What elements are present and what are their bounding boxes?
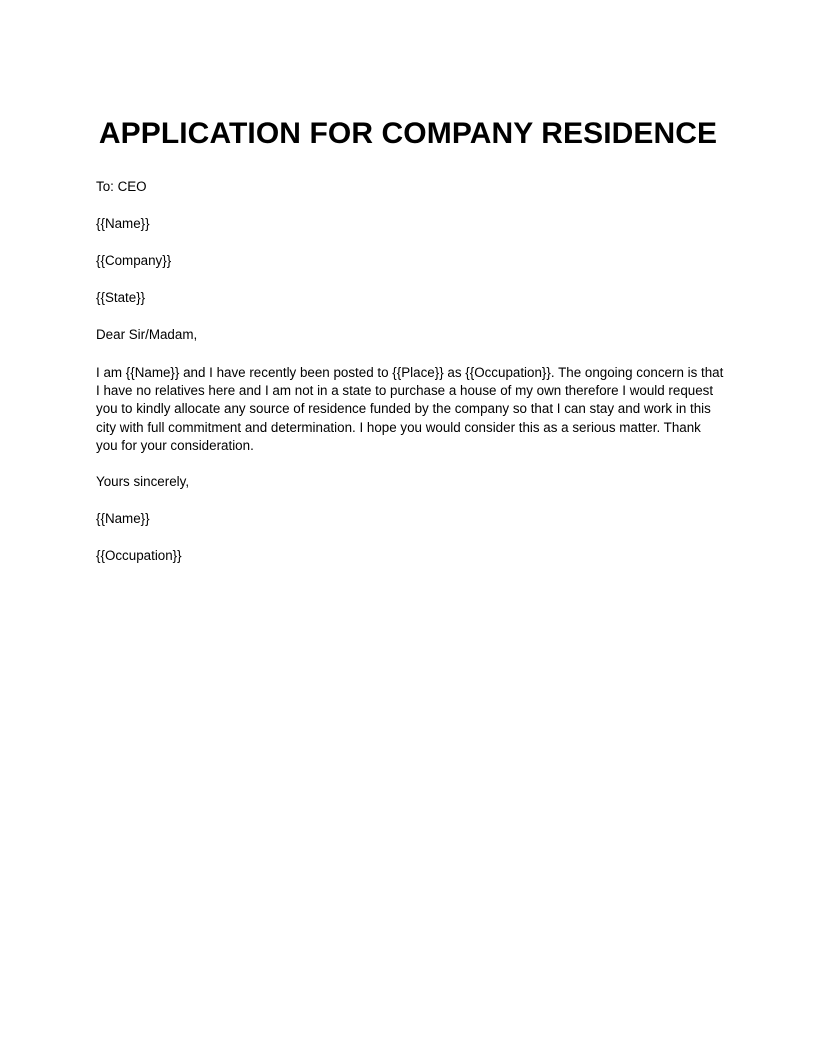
- recipient-line: To: CEO: [96, 179, 147, 194]
- recipient-name: {{Name}}: [96, 216, 150, 231]
- recipient-company: {{Company}}: [96, 253, 172, 268]
- letter-body: [96, 364, 726, 455]
- closing: Yours sincerely,: [96, 474, 190, 489]
- document-title: APPLICATION FOR COMPANY RESIDENCE: [98, 117, 718, 150]
- salutation: Dear Sir/Madam,: [96, 327, 198, 342]
- body-line: I am {{Name}} and I have recently been posted to {{Place}} as {{Occupation}}. The ongoing concern is that: [96, 365, 724, 380]
- body-line: you to kindly allocate any source of residence funded by the company so that I can stay and work in this: [96, 401, 711, 417]
- recipient-state: {{State}}: [96, 290, 146, 305]
- signature-occupation: {{Occupation}}: [96, 548, 182, 563]
- signature-name: {{Name}}: [96, 511, 150, 526]
- body-line: I have no relatives here and I am not in a state to purchase a house of my own therefore I would request: [96, 383, 714, 399]
- body-line: city with full commitment and determination. I hope you would consider this as a serious matter. Thank: [96, 419, 701, 435]
- body-line: you for your consideration.: [96, 437, 254, 453]
